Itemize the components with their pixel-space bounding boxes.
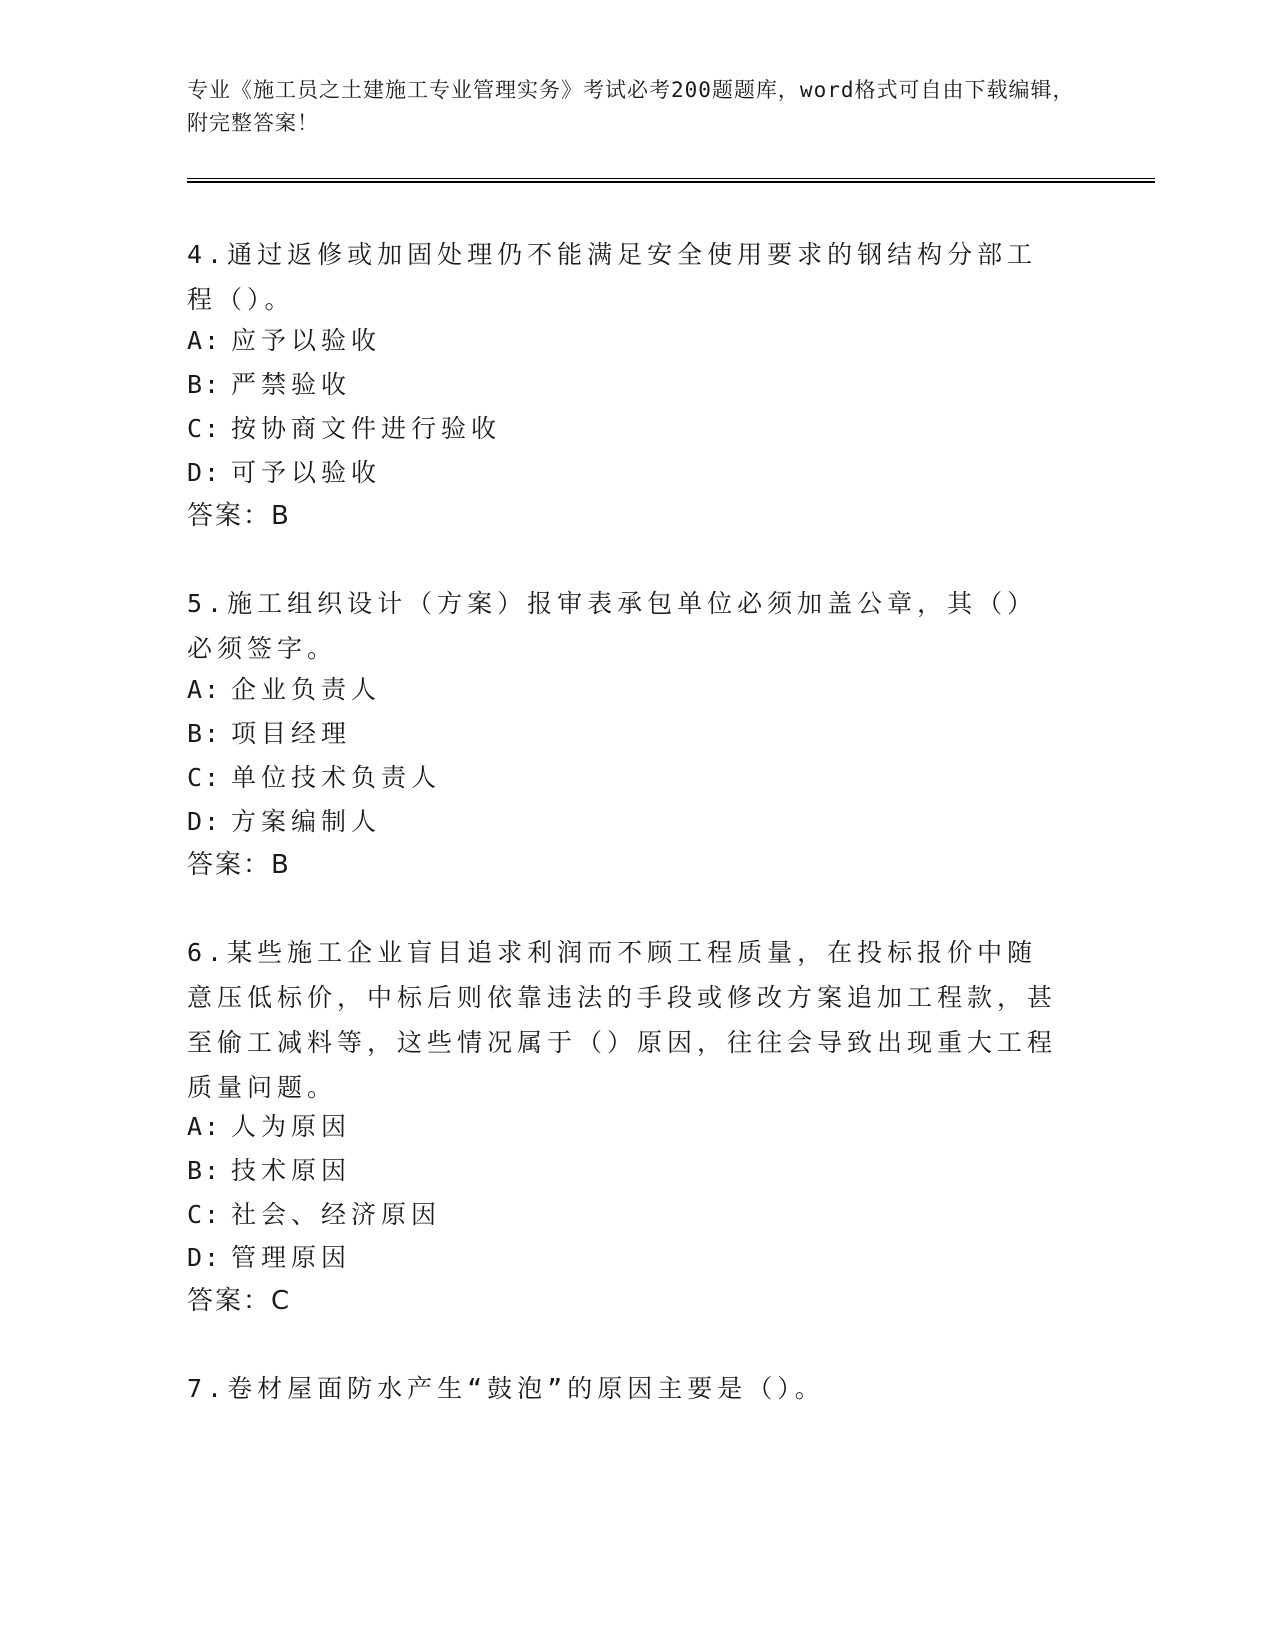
question-6-option-d: D: 管理原因 xyxy=(187,1243,352,1272)
document-header: 专业《施工员之土建施工专业管理实务》考试必考200题题库，word格式可自由下载编辑，附完整答案！ xyxy=(187,78,1075,135)
question-4-option-a: A: 应予以验收 xyxy=(187,326,382,355)
header-divider-thick xyxy=(187,181,1155,183)
question-4-option-c: C: 按协商文件进行验收 xyxy=(187,414,502,443)
question-5-stem: 5.施工组织设计（方案）报审表承包单位必须加盖公章，其（）必须签字。 xyxy=(187,589,1038,663)
question-5-option-a: A: 企业负责人 xyxy=(187,675,382,704)
question-4-stem: 4.通过返修或加固处理仍不能满足安全使用要求的钢结构分部工程（）。 xyxy=(187,240,1038,314)
question-6-option-a: A: 人为原因 xyxy=(187,1112,352,1141)
question-4-answer: 答案：B xyxy=(187,501,291,531)
question-5-option-c: C: 单位技术负责人 xyxy=(187,763,442,792)
question-5-option-d: D: 方案编制人 xyxy=(187,807,382,836)
question-6-answer: 答案：C xyxy=(187,1286,292,1316)
question-4-option-b: B: 严禁验收 xyxy=(187,370,352,399)
question-5-answer: 答案：B xyxy=(187,850,291,880)
question-6-option-c: C: 社会、经济原因 xyxy=(187,1200,442,1229)
question-6-option-b: B: 技术原因 xyxy=(187,1156,352,1185)
question-4-option-d: D: 可予以验收 xyxy=(187,458,382,487)
question-5-option-b: B: 项目经理 xyxy=(187,719,352,748)
header-divider-thin xyxy=(187,178,1155,179)
question-7-stem: 7.卷材屋面防水产生“鼓泡”的原因主要是（）。 xyxy=(187,1374,825,1403)
question-6-stem: 6.某些施工企业盲目追求利润而不顾工程质量，在投标报价中随意压低标价，中标后则依靠违法的手段或修改方案追加工程款，甚至偷工减料等，这些情况属于（）原因，往往会导致出现重大工程质量问题。 xyxy=(187,938,1058,1102)
